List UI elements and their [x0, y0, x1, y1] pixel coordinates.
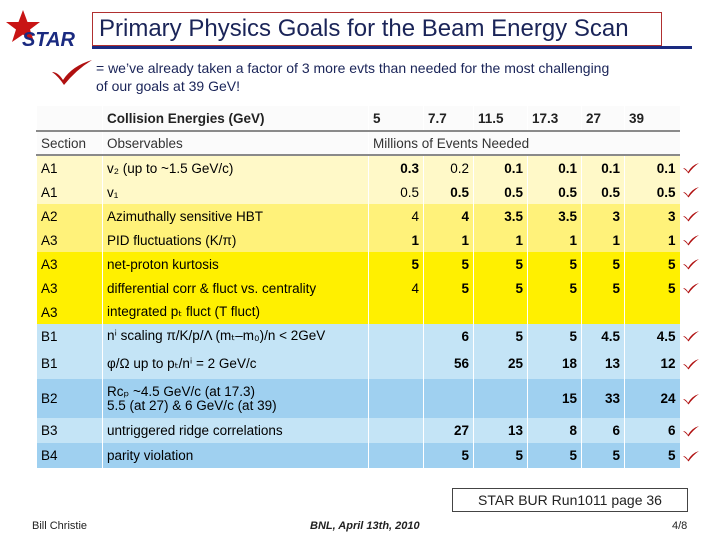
- header-cell: Observables: [103, 131, 369, 155]
- value-cell: [474, 379, 528, 418]
- observable-text: net-proton kurtosis: [107, 256, 219, 272]
- checkmark-icon: [682, 358, 700, 370]
- value-cell: [369, 324, 424, 348]
- value-cell: 5: [474, 443, 528, 468]
- header-cell: 17.3: [528, 106, 582, 131]
- checkmark-icon: [682, 210, 700, 222]
- observable-cell: [103, 300, 369, 324]
- value-cell: 5: [528, 252, 582, 276]
- observable-cell: [103, 180, 369, 204]
- table-row: [37, 443, 680, 468]
- value-cell: 0.2: [424, 155, 474, 180]
- value-cell: [474, 300, 528, 324]
- observable-text: v₁: [107, 184, 119, 200]
- value-cell: [424, 300, 474, 324]
- header-cell: Millions of Events Needed: [369, 131, 680, 155]
- section-cell: A3: [37, 228, 103, 252]
- value-cell: 3: [582, 204, 625, 228]
- star-logo-icon: [6, 10, 96, 50]
- value-cell: 0.1: [474, 155, 528, 180]
- value-cell: 5: [582, 252, 625, 276]
- observable-cell: [103, 276, 369, 300]
- observable-cell: [103, 443, 369, 468]
- observable-text: PID fluctuations (K/π): [107, 232, 237, 248]
- table-row: [37, 379, 680, 418]
- value-cell: 56: [424, 348, 474, 379]
- value-cell: 5: [369, 252, 424, 276]
- observable-cell: [103, 348, 369, 379]
- observable-text: parity violation: [107, 448, 194, 463]
- value-cell: 4: [369, 276, 424, 300]
- observable-cell: [103, 418, 369, 443]
- note-text: [96, 59, 720, 95]
- value-cell: 0.5: [474, 180, 528, 204]
- value-cell: 5: [528, 324, 582, 348]
- checkmark-icon: [682, 282, 700, 294]
- value-cell: 5: [474, 324, 528, 348]
- checkmark-icon: [682, 393, 700, 405]
- value-cell: 5: [474, 252, 528, 276]
- value-cell: 33: [582, 379, 625, 418]
- header-cell: Section: [37, 131, 103, 155]
- value-cell: 5: [582, 443, 625, 468]
- value-cell: 1: [369, 228, 424, 252]
- checkmark-icon: [682, 162, 700, 174]
- checkmark-icon: [682, 258, 700, 270]
- checkmark-icon: [682, 186, 700, 198]
- value-cell: 4.5: [625, 324, 680, 348]
- value-cell: 1: [528, 228, 582, 252]
- value-cell: 5: [528, 276, 582, 300]
- reference-box: STAR BUR Run1011 page 36: [452, 488, 688, 512]
- section-cell: A1: [37, 155, 103, 180]
- value-cell: 0.1: [582, 155, 625, 180]
- section-cell: A1: [37, 180, 103, 204]
- observable-text: integrated pₜ fluct (T fluct): [107, 304, 261, 319]
- venue-date: BNL, April 13th, 2010: [310, 520, 420, 532]
- events-table: [36, 106, 679, 472]
- value-cell: 4: [369, 204, 424, 228]
- header-cell: 27: [582, 106, 625, 131]
- observable-cell: [103, 252, 369, 276]
- header-cell: Collision Energies (GeV): [103, 106, 369, 131]
- star-logo: [6, 10, 96, 50]
- observable-text: Azimuthally sensitive HBT: [107, 208, 264, 224]
- table-row: [37, 324, 680, 348]
- header-cell: 39: [625, 106, 680, 131]
- value-cell: 0.1: [625, 155, 680, 180]
- value-cell: [582, 300, 625, 324]
- section-cell: B3: [37, 418, 103, 443]
- observable-text: v₂ (up to ~1.5 GeV/c): [107, 160, 234, 176]
- value-cell: 24: [625, 379, 680, 418]
- section-cell: B4: [37, 443, 103, 468]
- section-cell: A3: [37, 300, 103, 324]
- checkmark-icon: [50, 58, 94, 86]
- table-row: [37, 252, 680, 276]
- table-row: [37, 155, 680, 180]
- author: Bill Christie: [32, 520, 88, 532]
- page-title: Primary Physics Goals for the Beam Energy Scan: [92, 12, 662, 46]
- value-cell: 0.5: [625, 180, 680, 204]
- value-cell: 1: [582, 228, 625, 252]
- section-cell: B1: [37, 324, 103, 348]
- value-cell: 0.5: [528, 180, 582, 204]
- value-cell: 5: [424, 443, 474, 468]
- section-cell: A2: [37, 204, 103, 228]
- value-cell: 5: [582, 276, 625, 300]
- table-row: [37, 204, 680, 228]
- value-cell: 4: [424, 204, 474, 228]
- header-cell: [37, 106, 103, 131]
- value-cell: 0.5: [424, 180, 474, 204]
- value-cell: 5: [625, 252, 680, 276]
- table-header-energies: [37, 106, 680, 131]
- value-cell: 5: [528, 443, 582, 468]
- observable-cell: [103, 228, 369, 252]
- observable-cell: [103, 204, 369, 228]
- checkmark-icon: [682, 450, 700, 462]
- section-cell: A3: [37, 252, 103, 276]
- observable-cell: [103, 379, 369, 418]
- value-cell: 5: [625, 276, 680, 300]
- observable-text: 5.5 (at 27) & 6 GeV/c (at 39): [107, 397, 277, 413]
- note-line-1: = we’ve already taken a factor of 3 more evts than needed for the most challenging: [96, 60, 610, 76]
- value-cell: 6: [625, 418, 680, 443]
- table-row: [37, 418, 680, 443]
- observable-text: nⁱ scaling π/K/p/Λ (mₜ–m₀)/n < 2GeV: [107, 328, 326, 343]
- section-cell: A3: [37, 276, 103, 300]
- section-cell: B2: [37, 379, 103, 418]
- value-cell: 1: [424, 228, 474, 252]
- value-cell: 0.5: [582, 180, 625, 204]
- value-cell: 13: [474, 418, 528, 443]
- value-cell: [369, 348, 424, 379]
- page-number: 4/8: [672, 520, 688, 532]
- section-cell: B1: [37, 348, 103, 379]
- table-row: [37, 228, 680, 252]
- value-cell: [369, 379, 424, 418]
- value-cell: [369, 300, 424, 324]
- value-cell: [625, 300, 680, 324]
- value-cell: 5: [424, 252, 474, 276]
- value-cell: 3: [625, 204, 680, 228]
- value-cell: 0.1: [528, 155, 582, 180]
- value-cell: 5: [424, 276, 474, 300]
- header-cell: 7.7: [424, 106, 474, 131]
- value-cell: 15: [528, 379, 582, 418]
- value-cell: [528, 300, 582, 324]
- value-cell: 12: [625, 348, 680, 379]
- value-cell: 3.5: [528, 204, 582, 228]
- title-underline: [92, 46, 692, 49]
- value-cell: [369, 443, 424, 468]
- checkmark-icon: [682, 425, 700, 437]
- value-cell: 18: [528, 348, 582, 379]
- value-cell: 0.3: [369, 155, 424, 180]
- observable-text: Rᴄₚ ~4.5 GeV/c (at 17.3): [107, 383, 255, 399]
- value-cell: 3.5: [474, 204, 528, 228]
- logo-text: STAR: [22, 29, 75, 50]
- observable-text: φ/Ω up to pₜ/nⁱ = 2 GeV/c: [107, 355, 257, 371]
- value-cell: 5: [474, 276, 528, 300]
- value-cell: 1: [625, 228, 680, 252]
- value-cell: 4.5: [582, 324, 625, 348]
- checkmark-icon: [682, 330, 700, 342]
- table-header-labels: [37, 131, 680, 155]
- header-cell: 5: [369, 106, 424, 131]
- value-cell: [424, 379, 474, 418]
- observable-text: differential corr & fluct vs. centrality: [107, 280, 317, 296]
- value-cell: 5: [625, 443, 680, 468]
- table-row: [37, 300, 680, 324]
- value-cell: 1: [474, 228, 528, 252]
- observable-cell: [103, 155, 369, 180]
- value-cell: 0.5: [369, 180, 424, 204]
- value-cell: [369, 418, 424, 443]
- value-cell: 13: [582, 348, 625, 379]
- value-cell: 6: [582, 418, 625, 443]
- value-cell: 6: [424, 324, 474, 348]
- note-line-2: of our goals at 39 GeV!: [96, 78, 240, 94]
- checkmark-icon: [682, 234, 700, 246]
- value-cell: 25: [474, 348, 528, 379]
- table-row: [37, 180, 680, 204]
- table-row: [37, 348, 680, 379]
- header-cell: 11.5: [474, 106, 528, 131]
- value-cell: 8: [528, 418, 582, 443]
- value-cell: 27: [424, 418, 474, 443]
- table-row: [37, 276, 680, 300]
- observable-cell: [103, 324, 369, 348]
- observable-text: untriggered ridge correlations: [107, 423, 283, 438]
